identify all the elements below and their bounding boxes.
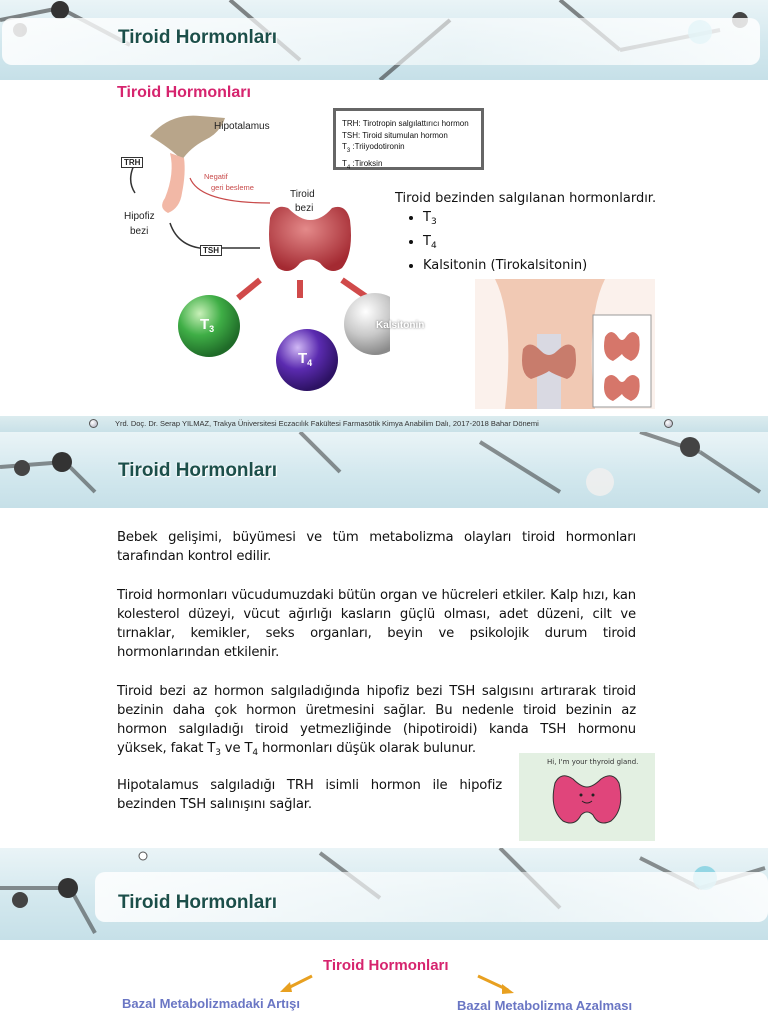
hormone-item-t4: • $T_4$	[423, 232, 656, 256]
thyroid-cartoon	[519, 753, 655, 841]
t3-ball-label: $T_3$	[200, 316, 215, 334]
slide3-banner	[0, 848, 768, 940]
footer-text: Yrd. Doç. Dr. Serap YILMAZ, Trakya Üniversitesi Eczacılık Fakültesi Farmasötik Kimya Anabilim Dalı, 2017-2018 Bahar Dönemi	[115, 419, 539, 428]
gland-label-1: Tiroid	[290, 189, 315, 200]
hormone-list-block	[395, 189, 656, 275]
abbreviation-legend	[333, 108, 484, 170]
pituitary-label-1: Hipofiz	[124, 211, 155, 222]
slide1-footer	[0, 416, 768, 432]
pituitary-label-2: bezi	[130, 226, 149, 237]
pituitary-stalk	[162, 153, 185, 213]
paragraph-3: Tiroid bezi az hormon salgıladığında hipofiz bezi TSH salgısını artırarak tiroid bezinin daha çok hormon üretmesini sağlar. Bu nedenle tiroid bezinin az hormon salgıladığı tiroid yetmezliğinde (hipotiroidi) kanda TSH hormonu yüksek, fakat $T_3$ ve $T_4$ hormonları düşük olarak bulunur.	[117, 684, 636, 758]
hormone-item-kalsitonin: • Kalsitonin (Tirokalsitonin)	[423, 256, 656, 275]
footer-dot-icon	[664, 419, 673, 428]
paragraph-2: Tiroid hormonları vücudumuzdaki bütün organ ve hücreleri etkiler. Kalp hızı, kan kolesterol düzeyi, vücut ağırlığı kasların güçlü olması, adet düzeni, cilt ve tırnaklar, kemikler, seks organları, beyin ve psikolojik durum tiroid hormonlarından etkilenir.	[117, 588, 636, 660]
thyroid-gland-shape	[269, 207, 351, 271]
legend-line-tsh: TSH: Tiroid situmulan hormon	[342, 130, 448, 140]
cartoon-caption: Hi, I'm your thyroid gland.	[547, 758, 639, 766]
right-heading: Bazal Metabolizma Azalması	[457, 998, 633, 1013]
neck-thyroid-illustration	[475, 279, 655, 409]
banner-title: Tiroid Hormonları	[118, 892, 278, 913]
hormone-intro: Tiroid bezinden salgılanan hormonlardır.	[395, 191, 657, 206]
feedback-label-2: geri besleme	[211, 183, 254, 192]
cartoon-gland-icon	[549, 769, 625, 829]
legend-line-t4: $T_4$ :Tiroksin	[342, 158, 383, 171]
legend-line-t3: $T_3$ :Triiyodotironin	[342, 142, 405, 154]
hypothalamus-label: Hipotalamus	[214, 121, 270, 132]
arrow-left-icon	[278, 974, 314, 994]
arrow-right-icon	[476, 974, 516, 996]
tsh-tag: TSH	[200, 245, 222, 256]
legend-line-trh: TRH: Tirotropin salgılattırıcı hormon	[342, 119, 469, 128]
hormone-list	[395, 208, 656, 275]
left-heading: Bazal Metabolizmadaki Artışı	[122, 996, 300, 1011]
slide1-banner	[0, 0, 768, 80]
slide2-banner	[0, 432, 768, 508]
center-title: Tiroid Hormonları	[323, 957, 449, 974]
trh-tag: TRH	[121, 157, 143, 168]
feedback-label-1: Negatif	[204, 172, 228, 181]
banner-title: Tiroid Hormonları	[118, 460, 278, 481]
section-title: Tiroid Hormonları	[117, 84, 251, 101]
paragraph-4: Hipotalamus salgıladığı TRH isimli hormon ile hipofiz bezinden TSH salınışını sağlar.	[117, 778, 502, 812]
paragraph-1: Bebek gelişimi, büyümesi ve tüm metabolizma olayları tiroid hormonları tarafından kontrol edilir.	[117, 530, 636, 564]
molecule-decoration	[0, 432, 768, 508]
kalsitonin-ball-label: Kalsitonin	[376, 320, 425, 331]
t4-ball-label: $T_4$	[298, 350, 313, 368]
footer-dot-icon	[89, 419, 98, 428]
gland-label-2: bezi	[295, 203, 314, 214]
title-bar	[2, 18, 760, 65]
banner-title: Tiroid Hormonları	[118, 27, 278, 48]
hormone-item-t3: • $T_3$	[423, 208, 656, 232]
